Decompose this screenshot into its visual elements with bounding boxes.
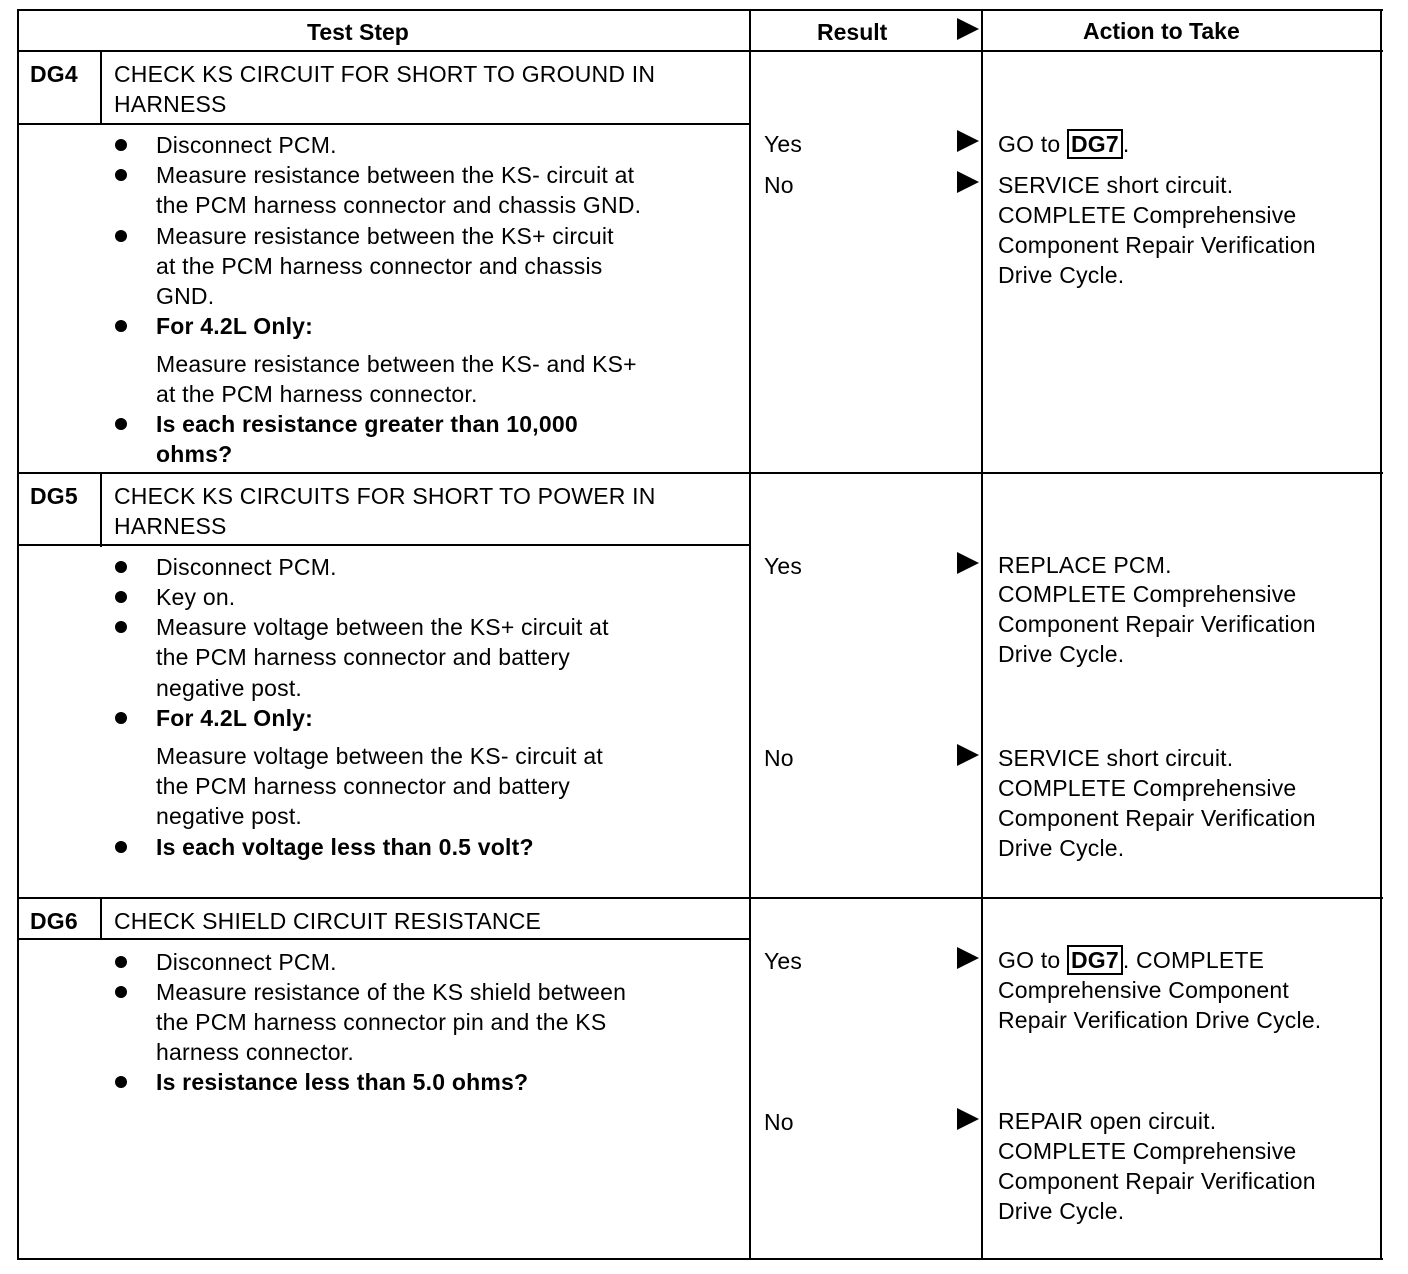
dg6-action-no: Drive Cycle. [998,1198,1125,1224]
row-divider-dg5-dg6 [17,897,1383,899]
bullet-icon [115,841,127,853]
dg6-line: Measure resistance of the KS shield between [156,979,627,1005]
dg5-line: the PCM harness connector and battery [156,644,570,670]
dg4-line: at the PCM harness connector and chassis [156,253,603,279]
dg5-line: Measure voltage between the KS- circuit at [156,743,603,769]
dg4-line: Disconnect PCM. [156,132,337,158]
result-column-border [749,9,751,1260]
dg4-step-id: DG4 [30,61,78,87]
dg6-title-border [17,938,750,940]
dg5-action-no: Drive Cycle. [998,835,1125,861]
header-arrow-icon [957,18,979,40]
dg5-line: Measure voltage between the KS+ circuit at [156,614,609,640]
dg6-line: Disconnect PCM. [156,949,337,975]
dg6-question: Is resistance less than 5.0 ohms? [156,1069,529,1095]
bullet-icon [115,418,127,430]
dg4-line: Measure resistance between the KS- circuit at [156,162,635,188]
dg4-action-no: COMPLETE Comprehensive [998,202,1297,228]
dg6-line: the PCM harness connector pin and the KS [156,1009,607,1035]
dg5-result-no: No [764,745,794,771]
dg5-line: Key on. [156,584,236,610]
dg5-title-border [17,544,750,546]
dg6-action-yes: Repair Verification Drive Cycle. [998,1007,1322,1033]
arrow-icon [957,947,979,969]
bullet-icon [115,561,127,573]
table-top-border [17,9,1383,11]
dg6-action-yes [998,945,1264,975]
action-suffix: . COMPLETE [1122,947,1265,973]
dg4-action-no: Component Repair Verification [998,232,1316,258]
table-left-border [17,9,19,1260]
header-action: Action to Take [1083,18,1240,44]
dg5-id-border [100,472,102,547]
dg5-step-id: DG5 [30,483,78,509]
dg5-action-no: Component Repair Verification [998,805,1316,831]
arrow-icon [957,552,979,574]
dg4-title-border [17,123,750,125]
dg5-line: negative post. [156,675,303,701]
dg4-line: the PCM harness connector and chassis GND. [156,192,642,218]
dg4-line: For 4.2L Only: [156,313,314,339]
dg4-question: ohms? [156,441,233,467]
arrow-icon [957,130,979,152]
dg4-line: Measure resistance between the KS+ circuit [156,223,614,249]
header-result: Result [817,19,888,45]
dg6-action-no: Component Repair Verification [998,1168,1316,1194]
table-bottom-border [17,1258,1383,1260]
dg4-question: Is each resistance greater than 10,000 [156,411,578,437]
row-divider-dg4-dg5 [17,472,1383,474]
dg6-line: harness connector. [156,1039,354,1065]
dg4-id-border [100,50,102,125]
dg6-result-no: No [764,1109,794,1135]
header-bottom-border [17,50,1383,52]
bullet-icon [115,230,127,242]
dg5-line: Disconnect PCM. [156,554,337,580]
dg5-question: Is each voltage less than 0.5 volt? [156,834,534,860]
dg4-result-yes: Yes [764,131,803,157]
dg4-title-line1: CHECK KS CIRCUIT FOR SHORT TO GROUND IN [114,61,656,87]
bullet-icon [115,956,127,968]
arrow-icon [957,171,979,193]
dg5-line: negative post. [156,803,303,829]
action-prefix: GO to [998,131,1067,157]
dg4-line: at the PCM harness connector. [156,381,478,407]
dg5-title-line2: HARNESS [114,513,227,539]
dg5-action-no: SERVICE short circuit. [998,745,1234,771]
dg7-reference[interactable]: DG7 [1067,945,1123,975]
bullet-icon [115,320,127,332]
arrow-icon [957,1108,979,1130]
dg6-action-yes: Comprehensive Component [998,977,1289,1003]
dg4-action-no: Drive Cycle. [998,262,1125,288]
dg4-action-yes [998,129,1129,159]
bullet-icon [115,621,127,633]
bullet-icon [115,986,127,998]
dg4-result-no: No [764,172,794,198]
bullet-icon [115,1076,127,1088]
dg7-reference[interactable]: DG7 [1067,129,1123,159]
table-right-border [1380,9,1382,1260]
dg4-line: GND. [156,283,215,309]
bullet-icon [115,139,127,151]
dg4-title-line2: HARNESS [114,91,227,117]
dg4-action-no: SERVICE short circuit. [998,172,1234,198]
bullet-icon [115,712,127,724]
dg5-title-line1: CHECK KS CIRCUITS FOR SHORT TO POWER IN [114,483,656,509]
dg6-step-id: DG6 [30,908,78,934]
dg5-line: For 4.2L Only: [156,705,314,731]
dg6-id-border [100,897,102,940]
dg5-action-yes: COMPLETE Comprehensive [998,581,1297,607]
action-suffix: . [1122,131,1130,157]
dg5-action-yes: REPLACE PCM. [998,552,1172,578]
dg5-line: the PCM harness connector and battery [156,773,570,799]
dg6-title: CHECK SHIELD CIRCUIT RESISTANCE [114,908,542,934]
bullet-icon [115,169,127,181]
dg5-result-yes: Yes [764,553,803,579]
dg5-action-yes: Component Repair Verification [998,611,1316,637]
dg5-action-no: COMPLETE Comprehensive [998,775,1297,801]
dg4-line: Measure resistance between the KS- and KS+ [156,351,637,377]
arrow-icon [957,744,979,766]
header-test-step: Test Step [307,19,409,45]
action-prefix: GO to [998,947,1067,973]
bullet-icon [115,591,127,603]
action-column-border [981,9,983,1260]
dg6-action-no: REPAIR open circuit. [998,1108,1217,1134]
dg5-action-yes: Drive Cycle. [998,641,1125,667]
dg6-result-yes: Yes [764,948,803,974]
dg6-action-no: COMPLETE Comprehensive [998,1138,1297,1164]
